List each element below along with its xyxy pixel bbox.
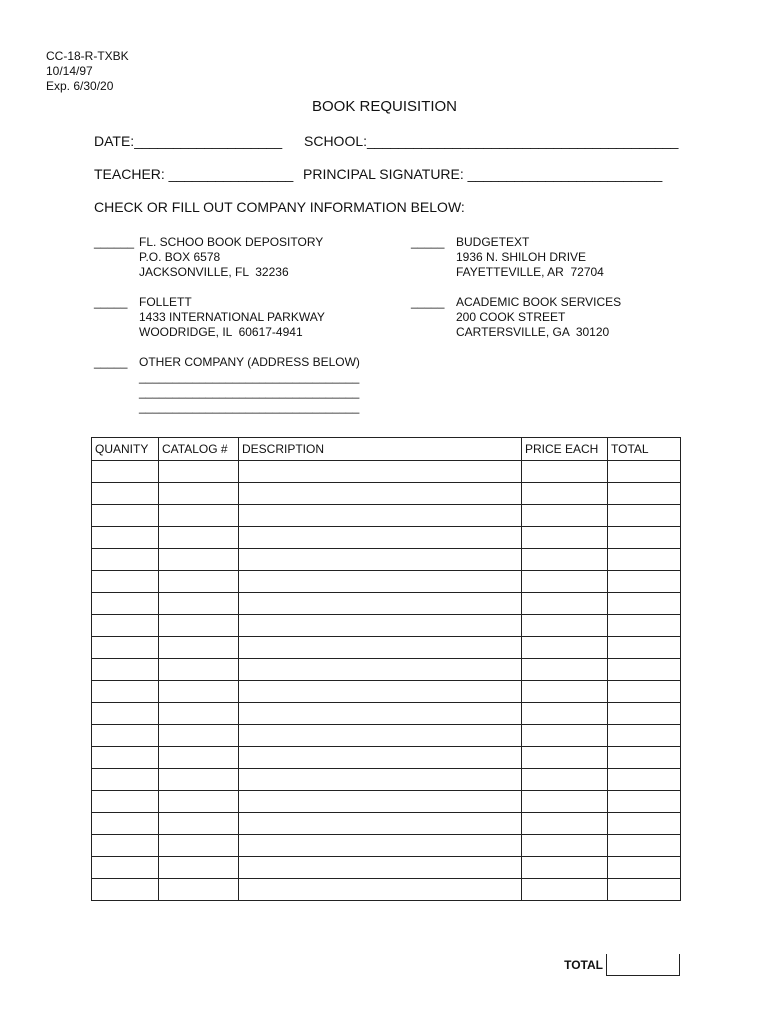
description-cell[interactable] <box>239 549 522 571</box>
price-each-cell[interactable] <box>522 813 608 835</box>
price-each-cell[interactable] <box>522 659 608 681</box>
description-cell[interactable] <box>239 571 522 593</box>
table-row <box>92 461 681 483</box>
price-each-cell[interactable] <box>522 769 608 791</box>
grand-total-row <box>91 954 680 977</box>
academic-checkbox-blank[interactable]: _____ <box>411 295 445 309</box>
table-row <box>92 769 681 791</box>
table-row <box>92 857 681 879</box>
budgetext-checkbox-blank[interactable]: _____ <box>411 235 445 249</box>
quantity-cell[interactable] <box>92 857 159 879</box>
budgetext-address: 1936 N. SHILOH DRIVE <box>456 250 587 264</box>
table-row <box>92 791 681 813</box>
table-row <box>92 747 681 769</box>
table-row <box>92 879 681 901</box>
description-cell[interactable] <box>239 593 522 615</box>
quantity-cell[interactable] <box>92 527 159 549</box>
price-each-cell[interactable] <box>522 571 608 593</box>
catalog-cell[interactable] <box>159 615 239 637</box>
price-each-cell[interactable] <box>522 483 608 505</box>
total-cell[interactable] <box>608 571 681 593</box>
catalog-cell[interactable] <box>159 791 239 813</box>
table-row <box>92 725 681 747</box>
table-row <box>92 505 681 527</box>
quantity-cell[interactable] <box>92 725 159 747</box>
table-row <box>92 549 681 571</box>
description-cell[interactable] <box>239 879 522 901</box>
description-cell[interactable] <box>239 747 522 769</box>
catalog-cell[interactable] <box>159 681 239 703</box>
quantity-cell[interactable] <box>92 461 159 483</box>
school-field[interactable]: SCHOOL:________________________________________ <box>304 133 679 149</box>
quantity-cell[interactable] <box>92 593 159 615</box>
teacher-field[interactable]: TEACHER: ________________ <box>94 166 294 182</box>
total-cell[interactable] <box>608 791 681 813</box>
description-cell[interactable] <box>239 813 522 835</box>
quantity-cell[interactable] <box>92 659 159 681</box>
quantity-cell[interactable] <box>92 791 159 813</box>
total-cell[interactable] <box>608 725 681 747</box>
quantity-cell[interactable] <box>92 681 159 703</box>
total-cell[interactable] <box>608 637 681 659</box>
column-header-price-each: PRICE EACH <box>522 438 608 461</box>
catalog-cell[interactable] <box>159 527 239 549</box>
quantity-cell[interactable] <box>92 769 159 791</box>
total-cell[interactable] <box>608 593 681 615</box>
quantity-cell[interactable] <box>92 483 159 505</box>
total-cell[interactable] <box>608 659 681 681</box>
other-company-checkbox-blank[interactable]: _____ <box>94 355 128 369</box>
page-title: BOOK REQUISITION <box>312 98 458 115</box>
fl-school-name: FL. SCHOO BOOK DEPOSITORY <box>139 235 324 249</box>
price-each-cell[interactable] <box>522 791 608 813</box>
catalog-cell[interactable] <box>159 549 239 571</box>
price-each-cell[interactable] <box>522 593 608 615</box>
catalog-cell[interactable] <box>159 571 239 593</box>
other-company-address-line[interactable]: _________________________________ <box>139 370 360 384</box>
quantity-cell[interactable] <box>92 505 159 527</box>
total-cell[interactable] <box>608 681 681 703</box>
catalog-cell[interactable] <box>159 857 239 879</box>
grand-total-label: TOTAL <box>564 958 603 972</box>
table-row <box>92 835 681 857</box>
total-cell[interactable] <box>608 747 681 769</box>
form-expiration: Exp. 6/30/20 <box>46 79 114 93</box>
catalog-cell[interactable] <box>159 505 239 527</box>
total-cell[interactable] <box>608 505 681 527</box>
price-each-cell[interactable] <box>522 527 608 549</box>
fl-school-checkbox-blank[interactable]: ______ <box>94 235 135 249</box>
budgetext-city: FAYETTEVILLE, AR 72704 <box>456 265 604 279</box>
academic-name: ACADEMIC BOOK SERVICES <box>456 295 622 309</box>
price-each-cell[interactable] <box>522 549 608 571</box>
price-each-cell[interactable] <box>522 461 608 483</box>
description-cell[interactable] <box>239 857 522 879</box>
description-cell[interactable] <box>239 835 522 857</box>
description-cell[interactable] <box>239 791 522 813</box>
price-each-cell[interactable] <box>522 505 608 527</box>
table-row <box>92 637 681 659</box>
catalog-cell[interactable] <box>159 725 239 747</box>
description-cell[interactable] <box>239 461 522 483</box>
table-header-row <box>92 438 681 461</box>
table-row <box>92 659 681 681</box>
price-each-cell[interactable] <box>522 681 608 703</box>
quantity-cell[interactable] <box>92 879 159 901</box>
description-cell[interactable] <box>239 659 522 681</box>
description-cell[interactable] <box>239 505 522 527</box>
other-company-address-line[interactable]: _________________________________ <box>139 385 360 399</box>
catalog-cell[interactable] <box>159 703 239 725</box>
table-row <box>92 527 681 549</box>
column-header-description: DESCRIPTION <box>239 438 522 461</box>
table-row <box>92 593 681 615</box>
description-cell[interactable] <box>239 703 522 725</box>
total-cell[interactable] <box>608 879 681 901</box>
price-each-cell[interactable] <box>522 615 608 637</box>
follett-name: FOLLETT <box>139 295 192 309</box>
academic-address: 200 COOK STREET <box>456 310 566 324</box>
catalog-cell[interactable] <box>159 769 239 791</box>
total-cell[interactable] <box>608 813 681 835</box>
items-table <box>91 437 681 901</box>
price-each-cell[interactable] <box>522 725 608 747</box>
quantity-cell[interactable] <box>92 615 159 637</box>
quantity-cell[interactable] <box>92 571 159 593</box>
total-cell[interactable] <box>608 483 681 505</box>
quantity-cell[interactable] <box>92 549 159 571</box>
column-header-total: TOTAL <box>608 438 681 461</box>
table-row <box>92 615 681 637</box>
catalog-cell[interactable] <box>159 747 239 769</box>
form-code: CC-18-R-TXBK <box>46 49 129 63</box>
total-cell[interactable] <box>608 703 681 725</box>
column-header-catalog: CATALOG # <box>159 438 239 461</box>
description-cell[interactable] <box>239 527 522 549</box>
table-body <box>92 461 681 901</box>
table-row <box>92 813 681 835</box>
price-each-cell[interactable] <box>522 857 608 879</box>
catalog-cell[interactable] <box>159 483 239 505</box>
form-date: 10/14/97 <box>46 64 93 78</box>
grand-total-field[interactable] <box>606 954 680 976</box>
table-row <box>92 571 681 593</box>
total-cell[interactable] <box>608 527 681 549</box>
table-row <box>92 703 681 725</box>
quantity-cell[interactable] <box>92 703 159 725</box>
quantity-cell[interactable] <box>92 637 159 659</box>
description-cell[interactable] <box>239 725 522 747</box>
quantity-cell[interactable] <box>92 835 159 857</box>
total-cell[interactable] <box>608 769 681 791</box>
fl-school-address: P.O. BOX 6578 <box>139 250 221 264</box>
description-cell[interactable] <box>239 681 522 703</box>
catalog-cell[interactable] <box>159 593 239 615</box>
catalog-cell[interactable] <box>159 637 239 659</box>
description-cell[interactable] <box>239 483 522 505</box>
catalog-cell[interactable] <box>159 461 239 483</box>
description-cell[interactable] <box>239 637 522 659</box>
total-cell[interactable] <box>608 835 681 857</box>
catalog-cell[interactable] <box>159 835 239 857</box>
column-header-quantity: QUANITY <box>92 438 159 461</box>
catalog-cell[interactable] <box>159 659 239 681</box>
budgetext-name: BUDGETEXT <box>456 235 530 249</box>
price-each-cell[interactable] <box>522 703 608 725</box>
quantity-cell[interactable] <box>92 747 159 769</box>
other-company-label: OTHER COMPANY (ADDRESS BELOW) <box>139 355 360 369</box>
table-row <box>92 681 681 703</box>
company-instruction: CHECK OR FILL OUT COMPANY INFORMATION BELOW: <box>94 199 465 215</box>
follett-checkbox-blank[interactable]: _____ <box>94 295 128 309</box>
price-each-cell[interactable] <box>522 879 608 901</box>
price-each-cell[interactable] <box>522 835 608 857</box>
quantity-cell[interactable] <box>92 813 159 835</box>
description-cell[interactable] <box>239 769 522 791</box>
total-cell[interactable] <box>608 461 681 483</box>
price-each-cell[interactable] <box>522 637 608 659</box>
catalog-cell[interactable] <box>159 879 239 901</box>
other-company-address-line[interactable]: _________________________________ <box>139 400 360 414</box>
follett-city: WOODRIDGE, IL 60617-4941 <box>139 325 303 339</box>
price-each-cell[interactable] <box>522 747 608 769</box>
table-row <box>92 483 681 505</box>
description-cell[interactable] <box>239 615 522 637</box>
principal-signature-field[interactable]: PRINCIPAL SIGNATURE: _________________________ <box>303 166 663 182</box>
academic-city: CARTERSVILLE, GA 30120 <box>456 325 610 339</box>
follett-address: 1433 INTERNATIONAL PARKWAY <box>139 310 325 324</box>
total-cell[interactable] <box>608 549 681 571</box>
total-cell[interactable] <box>608 857 681 879</box>
fl-school-city: JACKSONVILLE, FL 32236 <box>139 265 289 279</box>
date-field[interactable]: DATE:___________________ <box>94 133 283 149</box>
catalog-cell[interactable] <box>159 813 239 835</box>
total-cell[interactable] <box>608 615 681 637</box>
